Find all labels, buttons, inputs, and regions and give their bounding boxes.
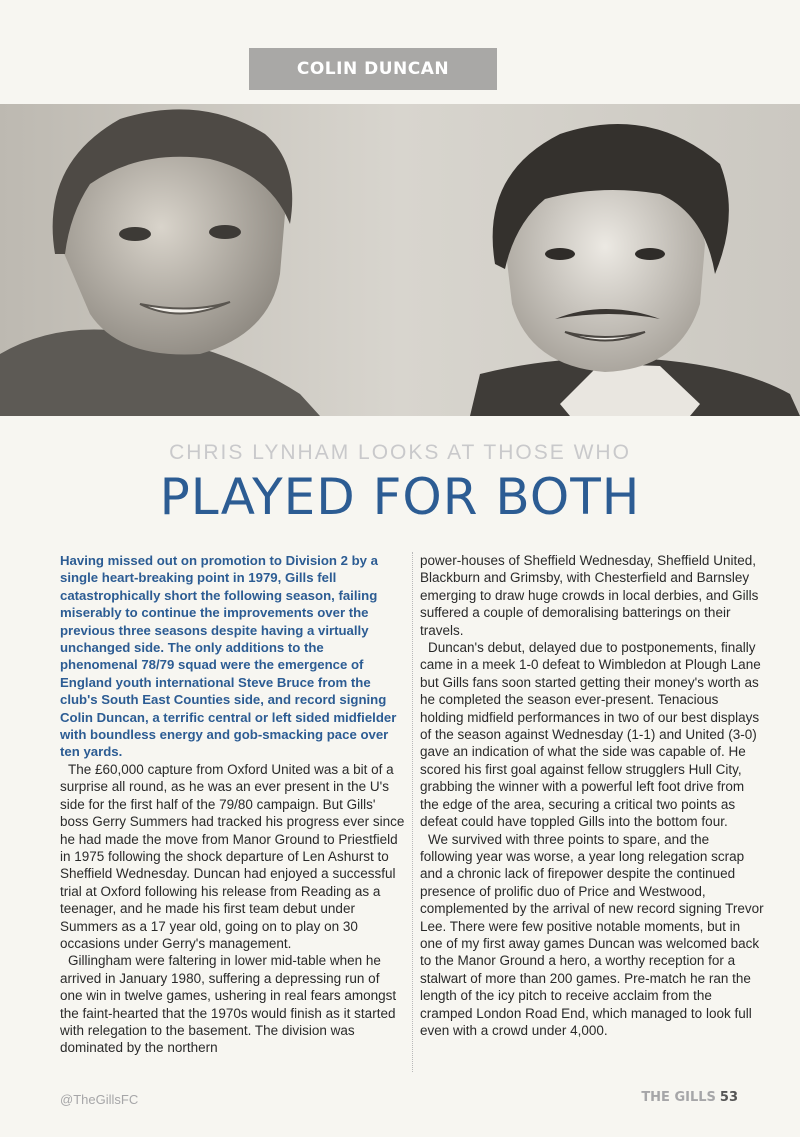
column-divider (412, 552, 413, 1072)
header-photo (0, 104, 800, 416)
two-men-portrait-photo-icon (0, 104, 800, 416)
right-column (420, 552, 765, 1072)
social-handle: @TheGillsFC (60, 1092, 139, 1107)
body-paragraph: We survived with three points to spare, and the following year was worse, a year long relegation scrap and a chronic lack of firepower despite the continued presence of prolific duo of Price and Westwood, complemented by the arrival of new record signing Trevor Lee. There were few positive notable moments, but in one of my first away games Duncan was welcomed back to the Manor Ground a hero, a worthy reception for a stalwart of more than 200 games. Pre-match he ran the length of the icy pitch to receive acclaim from the cramped London Road End, which managed to look full even with a crowd under 4,000. (420, 831, 764, 1038)
article-kicker: CHRIS LYNHAM LOOKS AT THOSE WHO (169, 441, 631, 464)
body-paragraph: power-houses of Sheffield Wednesday, Sheffield United, Blackburn and Grimsby, with Chesterfield and Barnsley emerging to draw huge crowds in local derbies, and Gills suffered a couple of demoralising batterings on their travels. (420, 553, 759, 638)
section-tab: COLIN DUNCAN (249, 48, 497, 90)
article-body (60, 552, 765, 1072)
body-paragraph: Duncan's debut, delayed due to postponements, finally came in a meek 1-0 defeat to Wimbledon at Plough Lane but Gills fans soon started getting their money's worth as he completed the season ever-present. Tenacious holding midfield performances in two of our best displays of the season against Wednesday (1-1) and United (3-0) gave an indication of what the side was capable of. He scored his first goal against fellow strugglers Hull City, grabbing the winner with a powerful left foot drive from the edge of the area, securing a critical two points as defeat could have toppled Gills into the bottom four. (420, 640, 761, 830)
left-column (60, 552, 405, 1072)
article-headline: PLAYED FOR BOTH (159, 468, 641, 526)
magazine-name: THE GILLS (641, 1090, 716, 1105)
page-footer (641, 1090, 738, 1105)
lead-paragraph: Having missed out on promotion to Division 2 by a single heart-breaking point in 1979, Gills fell catastrophically short the following season, failing miserably to continue the improvements over the previous three seasons despite having a virtually unchanged side. The only additions to the phenomenal 78/79 squad were the emergence of England youth international Steve Bruce from the club's South East Counties side, and record signing Colin Duncan, a terrific central or left sided midfielder with boundless energy and gob-smacking pace over ten yards. (60, 553, 397, 760)
page-number: 53 (719, 1090, 738, 1105)
body-paragraph: Gillingham were faltering in lower mid-table when he arrived in January 1980, suffering a depressing run of one win in twelve games, ushering in real fears amongst the faint-hearted that the 1970s would finish as it started with relegation to the basement. The division was dominated by the northern (60, 953, 397, 1056)
body-paragraph: The £60,000 capture from Oxford United was a bit of a surprise all round, as he was an ever present in the U's side for the first half of the 79/80 campaign. But Gills' boss Gerry Summers had tracked his progress ever since he had made the move from Manor Ground to Priestfield in 1975 following the shock departure of Len Ashurst to Sheffield Wednesday. Duncan had enjoyed a successful trial at Oxford following his release from Reading as a teenager, and he made his first team debut under Summers as a 17 year old, going on to play on 30 occasions under Gerry's management. (60, 761, 405, 951)
